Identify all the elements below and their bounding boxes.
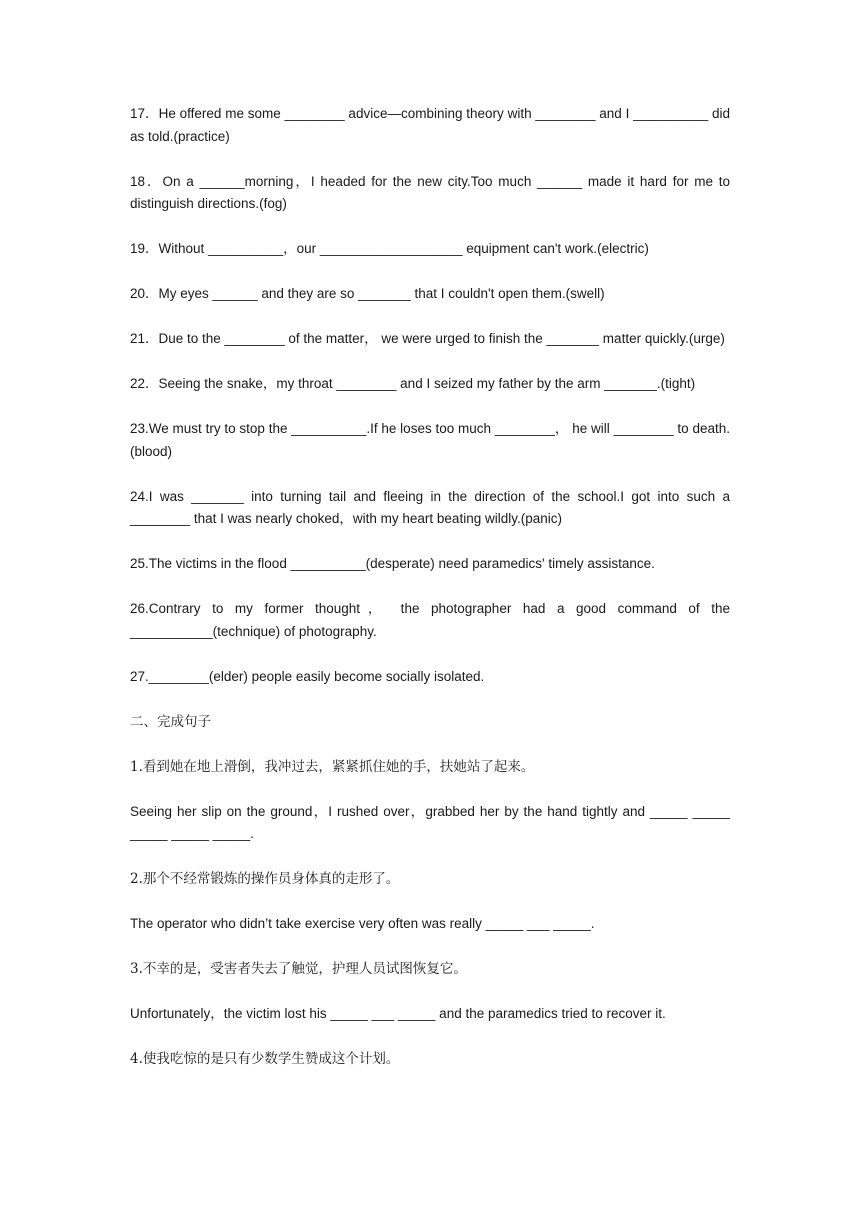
question-20: 20．My eyes ______ and they are so _______ that I couldn't open them.(swell) — [130, 286, 605, 301]
question-17: 17．He offered me some ________ advice—combining theory with ________ and I __________ did as told.(practice) — [130, 106, 730, 144]
question-18: 18．On a ______morning，I headed for the new city.Too much ______ made it hard for me to distinguish directions.(fog) — [130, 173, 730, 211]
sentence-4-chinese: 4.使我吃惊的是只有少数学生赞成这个计划。 — [130, 1051, 400, 1067]
sentence-3-english: Unfortunately，the victim lost his _____ ___ _____ and the paramedics tried to recover it. — [130, 1006, 666, 1021]
question-19: 19．Without __________，our ___________________ equipment can't work.(electric) — [130, 241, 649, 256]
question-27: 27.________(elder) people easily become socially isolated. — [130, 668, 485, 684]
sentence-2-chinese: 2.那个不经常锻炼的操作员身体真的走形了。 — [130, 871, 400, 887]
question-22: 22．Seeing the snake，my throat ________ and I seized my father by the arm _______.(tight) — [130, 376, 696, 391]
sentence-3-chinese: 3.不幸的是，受害者失去了触觉，护理人员试图恢复它。 — [130, 961, 467, 977]
question-24: 24.I was _______ into turning tail and fleeing in the direction of the school.I got into such a ________ that I was nearly choked，with my heart beating wildly.(panic) — [130, 488, 730, 526]
question-25: 25.The victims in the flood __________(desperate) need paramedics' timely assistance. — [130, 556, 655, 571]
document-page — [130, 103, 730, 1093]
section-heading: 二、完成句子 — [130, 713, 211, 730]
question-26: 26.Contrary to my former thought， the photographer had a good command of the ___________(technique) of photography. — [130, 601, 730, 639]
sentence-1-chinese: 1.看到她在地上滑倒，我冲过去，紧紧抓住她的手，扶她站了起来。 — [130, 758, 535, 775]
question-21: 21．Due to the ________ of the matter， we were urged to finish the _______ matter quickly.(urge) — [130, 331, 725, 346]
sentence-2-english: The operator who didn’t take exercise very often was really _____ ___ _____. — [130, 916, 595, 931]
sentence-1-english: Seeing her slip on the ground，I rushed over，grabbed her by the hand tightly and _____ _____ _____ _____ _____. — [130, 803, 730, 841]
question-23: 23.We must try to stop the __________.If he loses too much ________， he will ________ to death.(blood) — [130, 421, 730, 459]
